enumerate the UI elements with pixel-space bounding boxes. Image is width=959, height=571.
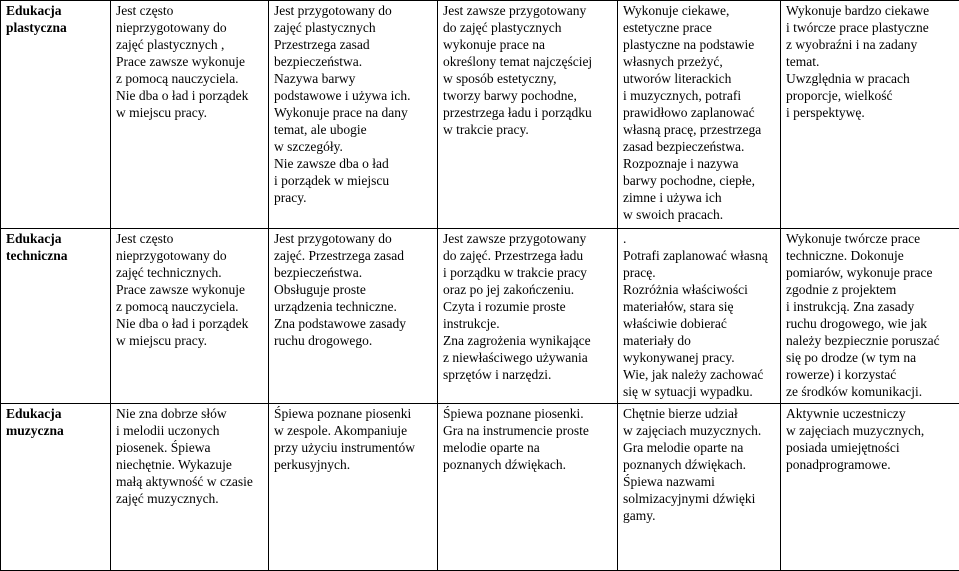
criteria-cell: Wykonuje ciekawe, estetyczne prace plastyczne na podstawie własnych przeżyć, utworów literackich i muzycznych, potrafi prawidłowo zaplanować własną pracę, przestrzega zasad bezpieczeństwa. Rozpoznaje i nazywa barwy pochodne, ciepłe, zimne i używa ich w swoich pracach. xyxy=(618,1,781,229)
criteria-cell: Śpiewa poznane piosenki w zespole. Akompaniuje przy użyciu instrumentów perkusyjnych. xyxy=(269,404,438,571)
table-row-edukacja-muzyczna xyxy=(1,404,959,571)
criteria-cell: Jest często nieprzygotowany do zajęć plastycznych , Prace zawsze wykonuje z pomocą nauczyciela. Nie dba o ład i porządek w miejscu pracy. xyxy=(111,1,269,229)
criteria-cell: . Potrafi zaplanować własną pracę. Rozróżnia właściwości materiałów, stara się właściwie dobierać materiały do wykonywanej pracy. Wie, jak należy zachować się w sytuacji wypadku. xyxy=(618,229,781,404)
criteria-cell: Chętnie bierze udział w zajęciach muzycznych. Gra melodie oparte na poznanych dźwiękach. Śpiewa nazwami solmizacyjnymi dźwięki gamy. xyxy=(618,404,781,571)
criteria-cell: Jest przygotowany do zajęć plastycznych Przestrzega zasad bezpieczeństwa. Nazywa barwy podstawowe i używa ich. Wykonuje prace na dany temat, ale ubogie w szczegóły. Nie zawsze dba o ład i porządek w miejscu pracy. xyxy=(269,1,438,229)
criteria-cell: Aktywnie uczestniczy w zajęciach muzycznych, posiada umiejętności ponadprogramowe. xyxy=(781,404,959,571)
criteria-cell: Wykonuje twórcze prace techniczne. Dokonuje pomiarów, wykonuje prace zgodnie z projektem i instrukcją. Zna zasady ruchu drogowego, wie jak należy bezpiecznie poruszać się po drodze (w tym na rowerze) i korzystać ze środków komunikacji. xyxy=(781,229,959,404)
criteria-cell: Jest często nieprzygotowany do zajęć technicznych. Prace zawsze wykonuje z pomocą nauczyciela. Nie dba o ład i porządek w miejscu pracy. xyxy=(111,229,269,404)
criteria-cell: Jest przygotowany do zajęć. Przestrzega zasad bezpieczeństwa. Obsługuje proste urządzenia techniczne. Zna podstawowe zasady ruchu drogowego. xyxy=(269,229,438,404)
table-row-edukacja-plastyczna xyxy=(1,1,959,229)
criteria-cell: Nie zna dobrze słów i melodii uczonych piosenek. Śpiewa niechętnie. Wykazuje małą aktywność w czasie zajęć muzycznych. xyxy=(111,404,269,571)
criteria-cell: Jest zawsze przygotowany do zajęć. Przestrzega ładu i porządku w trakcie pracy oraz po jej zakończeniu. Czyta i rozumie proste instrukcje. Zna zagrożenia wynikające z niewłaściwego używania sprzętów i narzędzi. xyxy=(438,229,618,404)
criteria-cell: Jest zawsze przygotowany do zajęć plastycznych wykonuje prace na określony temat najczęściej w sposób estetyczny, tworzy barwy pochodne, przestrzega ładu i porządku w trakcie pracy. xyxy=(438,1,618,229)
criteria-cell: Wykonuje bardzo ciekawe i twórcze prace plastyczne z wyobraźni i na zadany temat. Uwzględnia w pracach proporcje, wielkość i perspektywę. xyxy=(781,1,959,229)
subject-cell: Edukacja muzyczna xyxy=(1,404,111,571)
criteria-cell: Śpiewa poznane piosenki. Gra na instrumencie proste melodie oparte na poznanych dźwiękach. xyxy=(438,404,618,571)
table-row-edukacja-techniczna xyxy=(1,229,959,404)
subject-cell: Edukacja plastyczna xyxy=(1,1,111,229)
subject-cell: Edukacja techniczna xyxy=(1,229,111,404)
